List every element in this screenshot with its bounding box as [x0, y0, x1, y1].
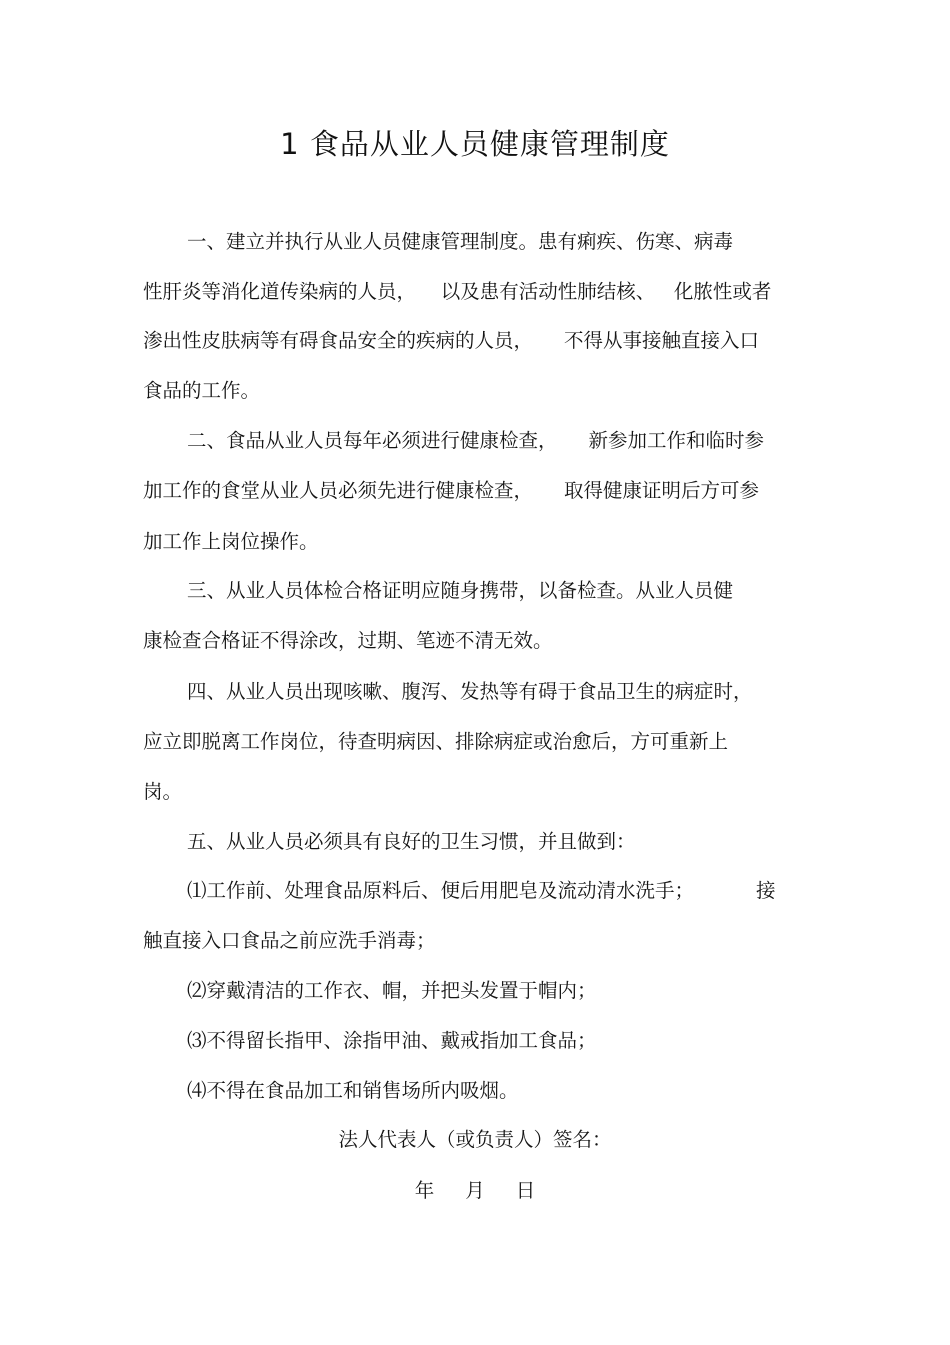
- paragraph-4-line-3: 岗。: [143, 780, 183, 803]
- item-1-line-1: ⑴工作前、处理食品原料后、便后用肥皂及流动清水洗手； 接: [187, 879, 776, 902]
- paragraph-2-line-3: 加工作上岗位操作。: [143, 530, 319, 553]
- item-3-line-1: ⑶不得留长指甲、涂指甲油、戴戒指加工食品；: [187, 1029, 597, 1052]
- document-title: 1 食品从业人员健康管理制度: [280, 127, 670, 161]
- item-2-line-1: ⑵穿戴清洁的工作衣、帽，并把头发置于帽内；: [187, 979, 597, 1002]
- paragraph-4-line-2: 应立即脱离工作岗位，待查明病因、排除病症或治愈后，方可重新上: [143, 730, 729, 753]
- paragraph-2-line-2: 加工作的食堂从业人员必须先进行健康检查， 取得健康证明后方可参: [143, 479, 759, 502]
- paragraph-2-line-1: 二、食品从业人员每年必须进行健康检查， 新参加工作和临时参: [187, 429, 764, 452]
- paragraph-5-line-1: 五、从业人员必须具有良好的卫生习惯，并且做到：: [187, 830, 636, 853]
- item-4-line-1: ⑷不得在食品加工和销售场所内吸烟。: [187, 1079, 519, 1102]
- paragraph-1-line-1: 一、建立并执行从业人员健康管理制度。患有痢疾、伤寒、病毒: [187, 230, 734, 253]
- paragraph-3-line-1: 三、从业人员体检合格证明应随身携带，以备检查。从业人员健: [187, 579, 734, 602]
- paragraph-1-line-2: 性肝炎等消化道传染病的人员， 以及患有活动性肺结核、 化脓性或者: [143, 280, 772, 303]
- date-line: 年 月 日: [414, 1179, 536, 1202]
- paragraph-4-line-1: 四、从业人员出现咳嗽、腹泻、发热等有碍于食品卫生的病症时，: [187, 680, 753, 703]
- item-1-line-2: 触直接入口食品之前应洗手消毒；: [143, 929, 436, 952]
- paragraph-1-line-4: 食品的工作。: [143, 379, 261, 402]
- paragraph-3-line-2: 康检查合格证不得涂改，过期、笔迹不清无效。: [143, 629, 553, 652]
- paragraph-1-line-3: 渗出性皮肤病等有碍食品安全的疾病的人员， 不得从事接触直接入口: [143, 329, 759, 352]
- signature-line: 法人代表人（或负责人）签名：: [338, 1128, 612, 1151]
